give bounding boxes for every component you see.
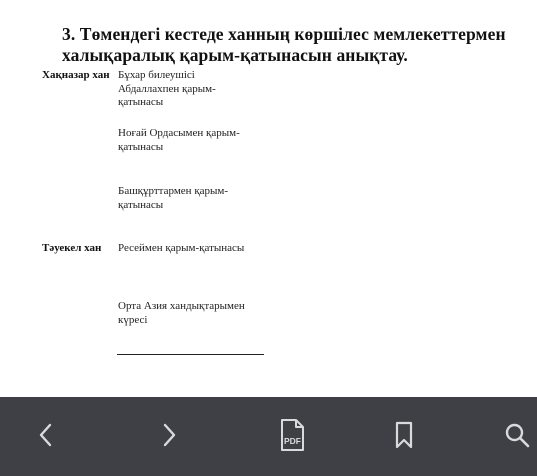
previous-page-button[interactable] [24,415,68,455]
relation-item: Ресеймен қарым-қатынасы [118,242,245,254]
bookmark-button[interactable] [382,415,426,455]
khan-label-haqnazar: Хақназар хан [42,69,110,81]
bookmark-icon [392,420,416,450]
search-button[interactable] [495,415,537,455]
pdf-file-icon [277,418,307,452]
answer-line [117,354,264,355]
relation-item: Бұхар билеушісі Абдаллахпен қарым-қатынасы [118,69,216,108]
question-heading: 3. Төмендегі кестеде ханның көршілес мемлекеттермен халықаралық қарым-қатынасын анықтау. [62,24,506,65]
relation-item: Ноғай Ордасымен қарым-қатынасы [118,127,240,153]
relation-item: Башқұрттармен қарым-қатынасы [118,185,229,211]
pdf-button[interactable] [270,415,314,455]
chevron-left-icon [35,421,57,449]
bottom-toolbar [0,397,537,476]
relation-item: Орта Азия хандықтарымен күресі [118,300,245,326]
chevron-right-icon [158,421,180,449]
pdf-icon-label: PDF [284,436,301,446]
search-icon [503,421,531,449]
khan-label-tauekel: Тәуекел хан [42,242,102,254]
next-page-button[interactable] [147,415,191,455]
